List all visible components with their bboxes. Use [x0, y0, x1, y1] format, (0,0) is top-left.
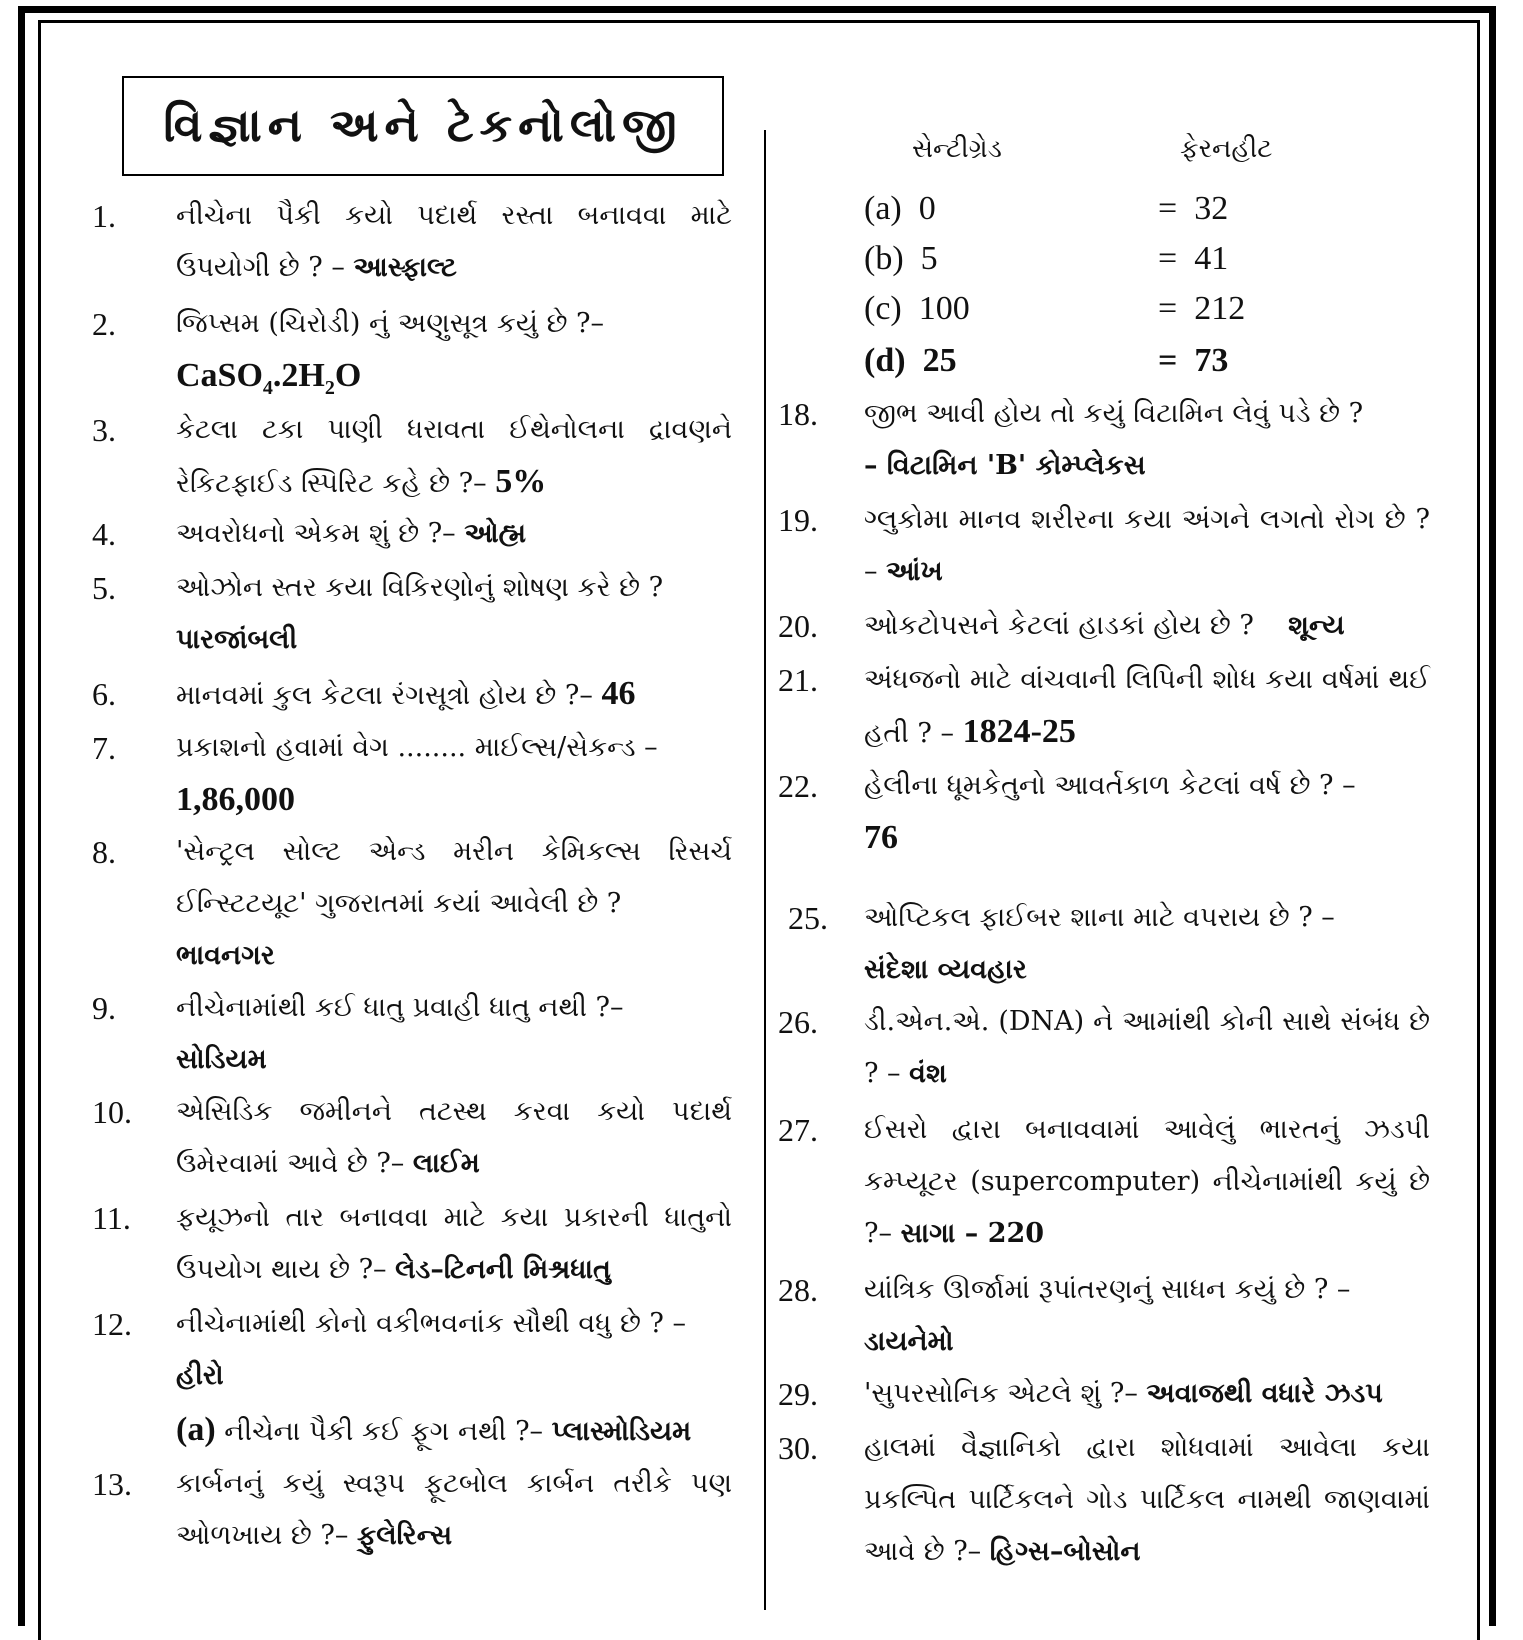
- answer: લાઈમ: [412, 1148, 480, 1179]
- answer: પારજાંબલી: [176, 624, 298, 655]
- answer: 76: [864, 819, 898, 856]
- answer: અવાજથી વધારે ઝડપ: [1146, 1378, 1383, 1409]
- answer: – વિટામિન 'B' કોમ્પ્લેકસ: [864, 450, 1146, 481]
- answer: હિગ્સ–બોસોન: [989, 1536, 1141, 1567]
- answer: આંખ: [886, 556, 943, 587]
- answer: વંશ: [909, 1058, 947, 1089]
- table-header-celsius: સેન્ટીગ્રેડ: [912, 134, 1002, 164]
- answer: ફુલેરિન્સ: [356, 1520, 453, 1551]
- table-row: (a) 0: [864, 190, 936, 227]
- answer: 46: [601, 675, 636, 712]
- answer: હીરો: [176, 1360, 224, 1391]
- answer: આસ્ફાલ્ટ: [353, 252, 457, 283]
- answer: લેડ–ટિનની મિશ્રધાતુ: [395, 1254, 611, 1285]
- column-divider: [764, 130, 766, 1610]
- table-row-f: = 212: [1158, 290, 1246, 327]
- answer: શૂન્ય: [1288, 610, 1345, 641]
- answer: પ્લાસ્મોડિયમ: [551, 1416, 692, 1447]
- page-title: વિજ્ઞાન અને ટેકનોલોજી: [122, 76, 724, 176]
- answer: સોડિયમ: [176, 1044, 267, 1075]
- table-row-answer: (d) 25: [864, 342, 957, 379]
- answer: ડાયનેમો: [864, 1326, 954, 1357]
- table-row-f: = 41: [1158, 240, 1229, 277]
- answer: સંદેશા વ્યવહાર: [864, 954, 1027, 985]
- gypsum-formula: $CaSO_4.2H_2O$: [176, 357, 362, 399]
- table-row: (b) 5: [864, 240, 938, 277]
- answer: 1,86,000: [176, 781, 295, 818]
- answer: ભાવનગર: [176, 940, 275, 971]
- table-row-f-answer: = 73: [1158, 342, 1229, 379]
- table-row-f: = 32: [1158, 190, 1229, 227]
- table-row: (c) 100: [864, 290, 970, 327]
- table-header-fahrenheit: ફેરનહીટ: [1180, 134, 1273, 164]
- answer: 1824-25: [962, 713, 1076, 750]
- answer: 5%: [495, 463, 547, 500]
- answer: ઓહ્મ: [464, 518, 527, 549]
- answer: સાગા – 220: [900, 1218, 1045, 1249]
